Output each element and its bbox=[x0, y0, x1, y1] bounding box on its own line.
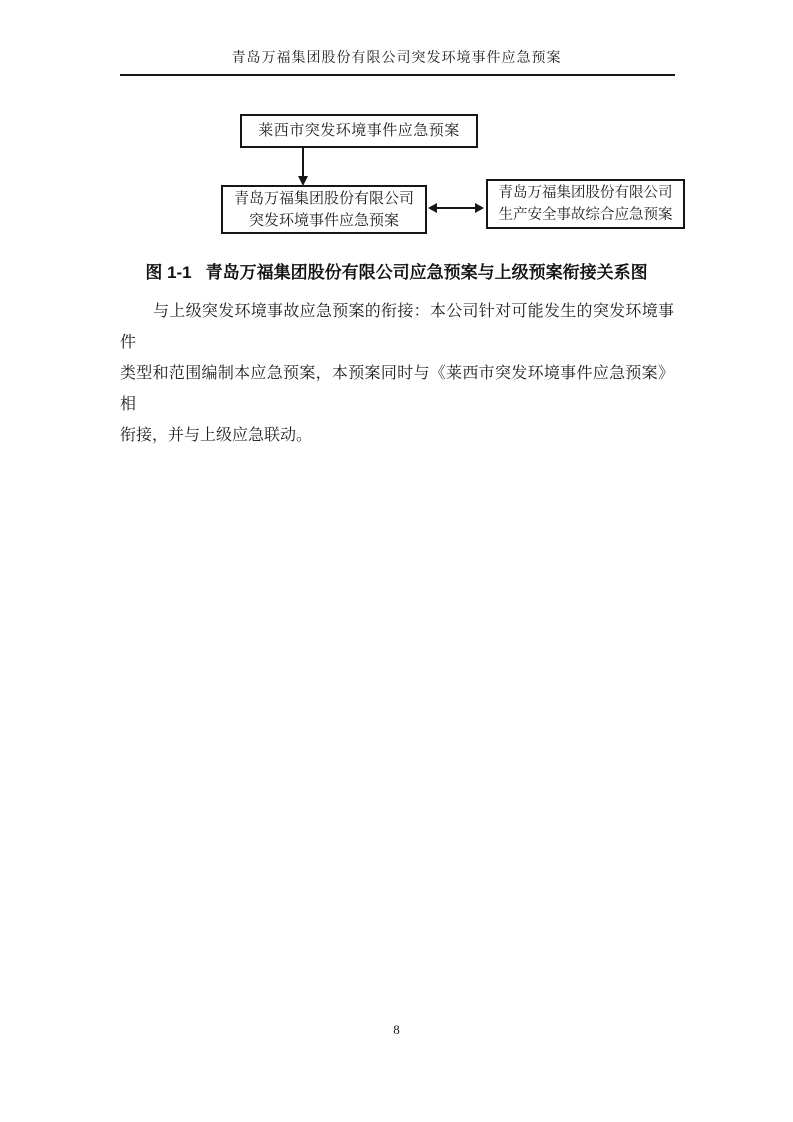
box-company-safety-plan bbox=[486, 179, 685, 229]
box-company-safety-plan-line2: 生产安全事故综合应急预案 bbox=[498, 207, 673, 223]
left-arrow-head-icon bbox=[428, 203, 437, 213]
paragraph-line-1: 与上级突发环境事故应急预案的衔接：本公司针对可能发生的突发环境事件 bbox=[120, 303, 674, 351]
figure-title: 青岛万福集团股份有限公司应急预案与上级预案衔接关系图 bbox=[205, 263, 648, 282]
paragraph-line-2: 类型和范围编制本应急预案，本预案同时与《莱西市突发环境事件应急预案》相 bbox=[120, 365, 674, 413]
page-header-title: 青岛万福集团股份有限公司突发环境事件应急预案 bbox=[231, 51, 562, 66]
page-number: 8 bbox=[393, 1022, 400, 1037]
box-company-env-plan-line1: 青岛万福集团股份有限公司 bbox=[233, 190, 414, 207]
box-company-safety-plan-line1: 青岛万福集团股份有限公司 bbox=[498, 185, 673, 201]
paragraph-line-3: 衔接，并与上级应急联动。 bbox=[120, 427, 313, 444]
header-rule bbox=[120, 74, 675, 76]
figure-label: 图 1-1 bbox=[145, 263, 192, 282]
right-arrow-head-icon bbox=[475, 203, 484, 213]
body-paragraph bbox=[120, 296, 674, 451]
figure-caption bbox=[0, 258, 793, 283]
box-company-env-plan bbox=[221, 185, 427, 234]
box-company-env-plan-line2: 突发环境事件应急预案 bbox=[248, 212, 399, 229]
box-laixi-city-plan-label: 莱西市突发环境事件应急预案 bbox=[258, 123, 460, 139]
